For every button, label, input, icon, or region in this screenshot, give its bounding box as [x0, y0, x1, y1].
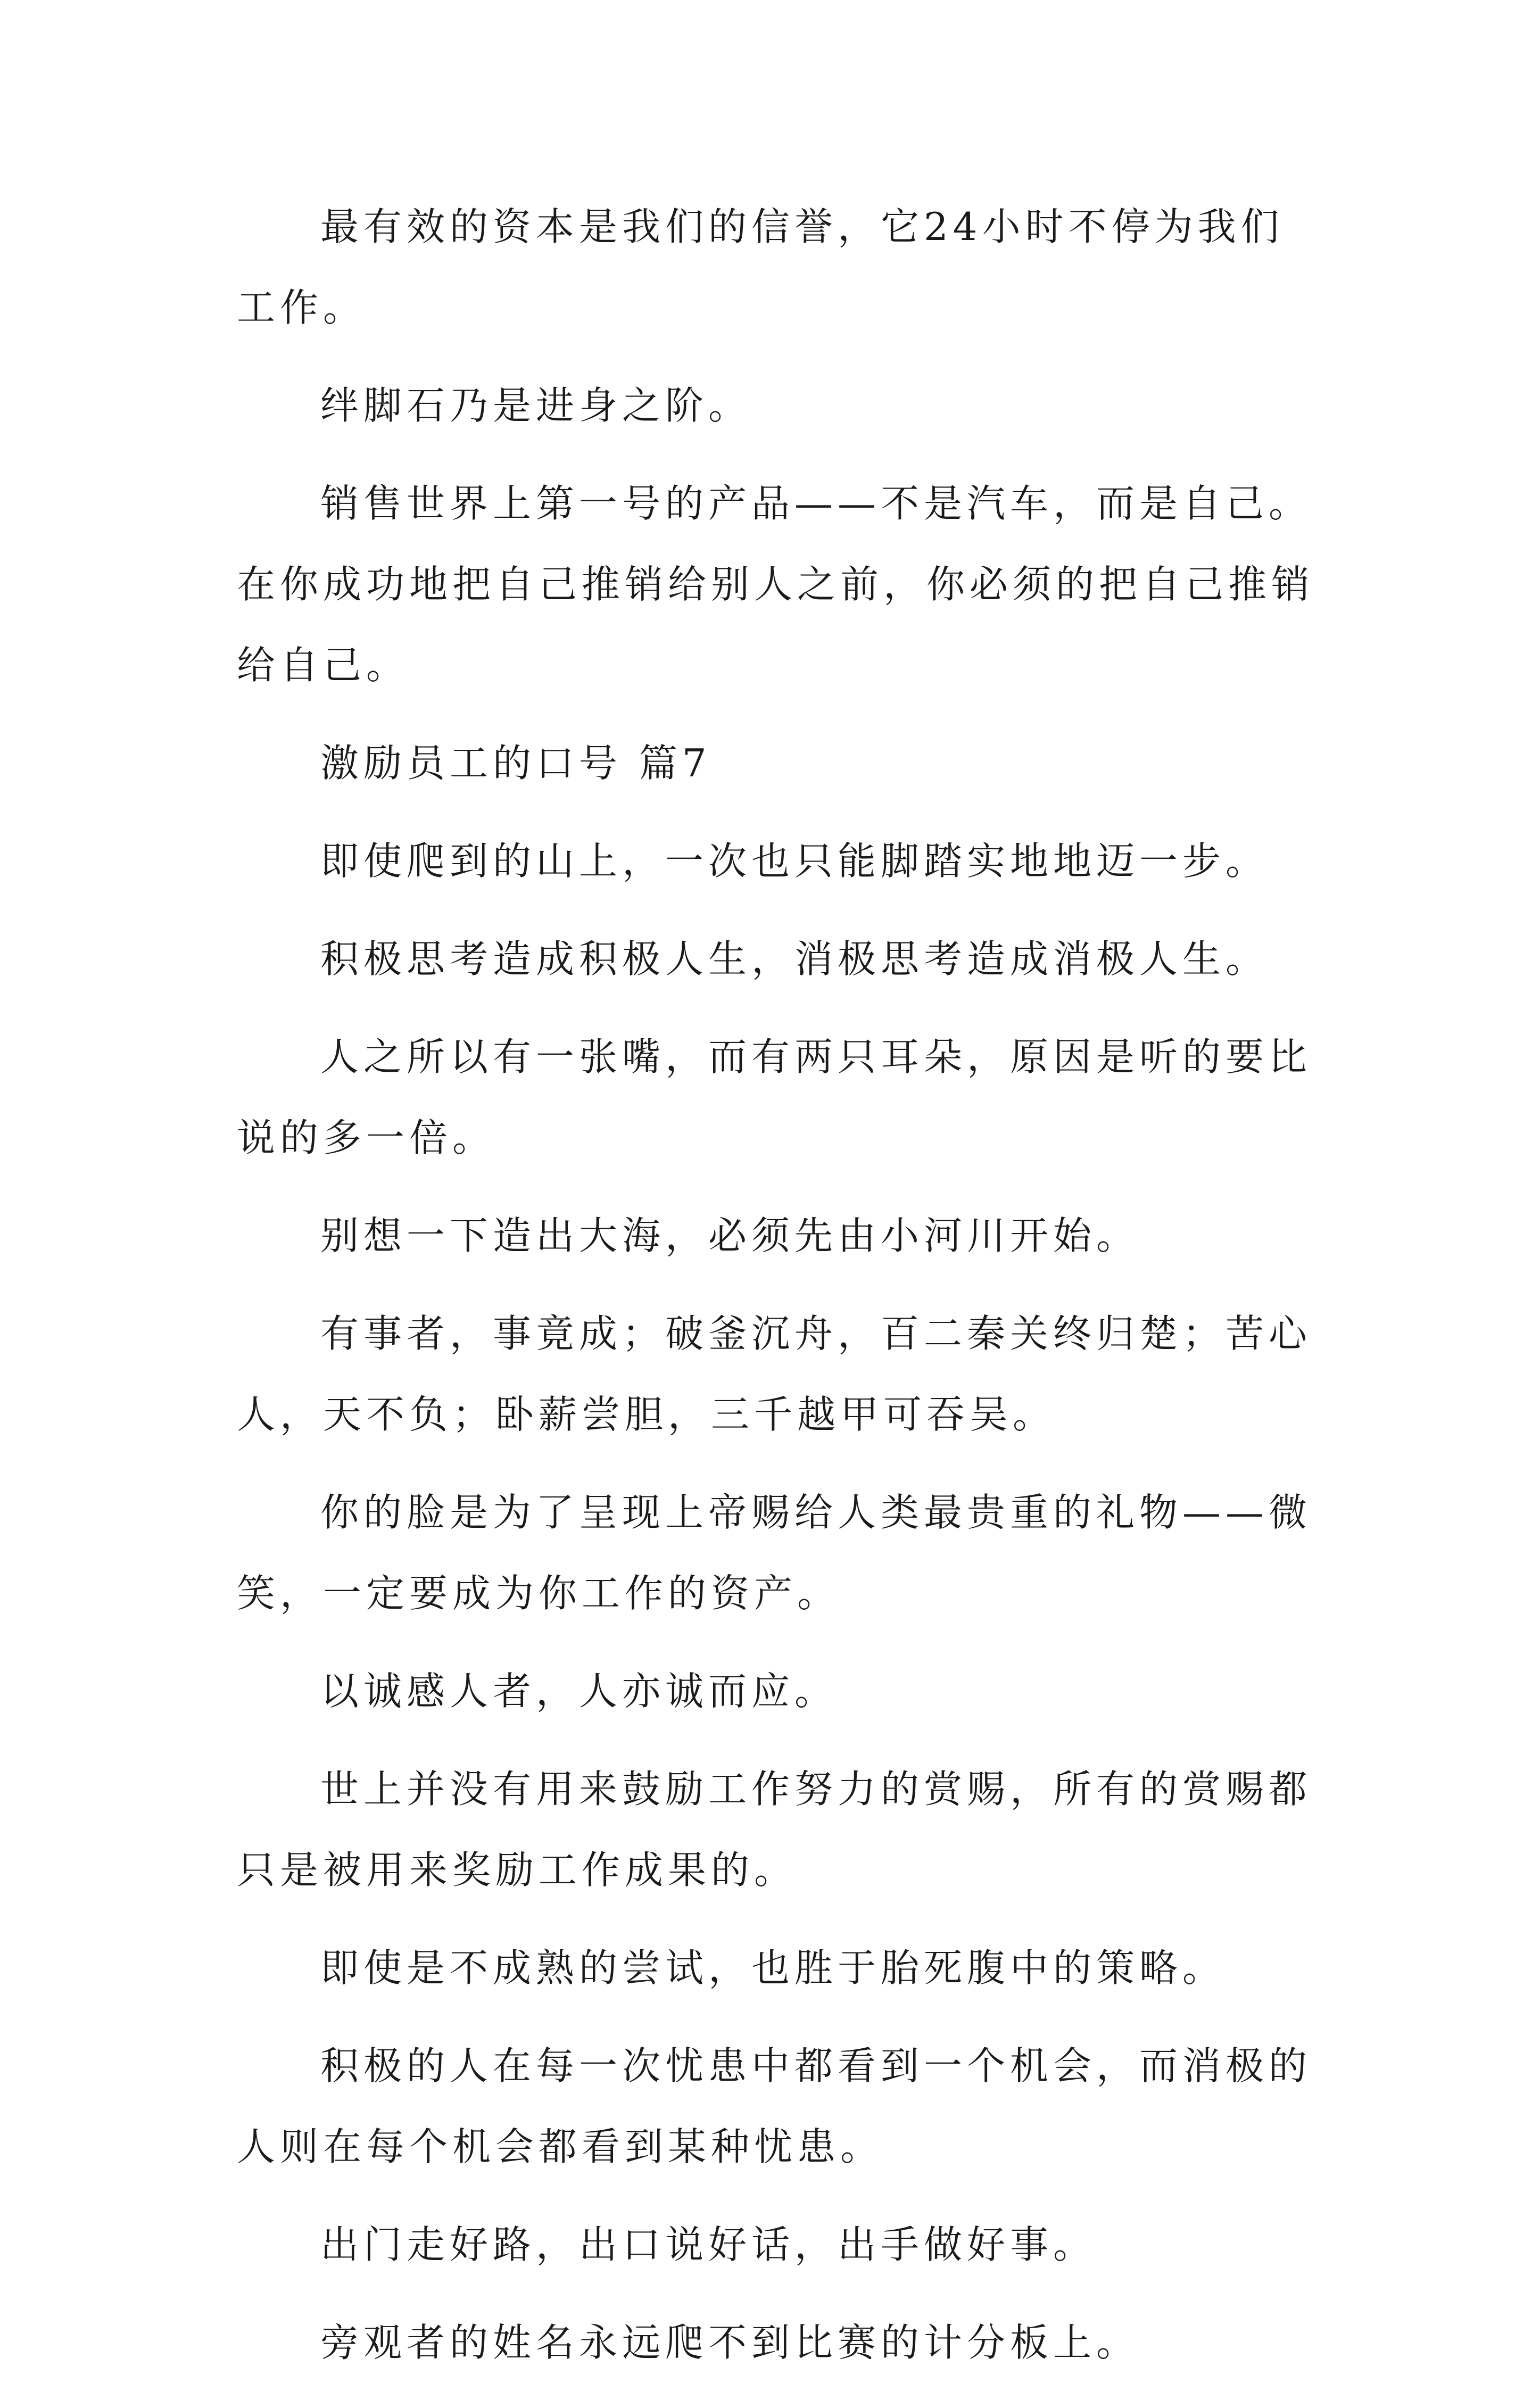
- paragraph: 积极思考造成积极人生，消极思考造成消极人生。: [320, 937, 1269, 981]
- document-page: [237, 186, 1317, 2400]
- paragraph: 别想一下造出大海，必须先由小河川开始。: [320, 1213, 1140, 1258]
- paragraph: 积极的人在每一次忧患中都看到一个机会，而消极的人则在每个机会都看到某种忧患。: [237, 2043, 1312, 2169]
- paragraph: 你的脸是为了呈现上帝赐给人类最贵重的礼物——微笑，一定要成为你工作的资产。: [237, 1490, 1312, 1616]
- paragraph: 出门走好路，出口说好话，出手做好事。: [320, 2222, 1097, 2267]
- paragraph: 销售世界上第一号的产品——不是汽车，而是自己。在你成功地把自己推销给别人之前，你必须的把自己推销给自己。: [237, 481, 1315, 688]
- paragraph: 即使是不成熟的尝试，也胜于胎死腹中的策略。: [320, 1946, 1226, 1990]
- paragraph: 有事者，事竟成；破釜沉舟，百二秦关终归楚；苦心人，天不负；卧薪尝胆，三千越甲可吞吴。: [237, 1311, 1312, 1437]
- section-heading: 激励员工的口号 篇7: [320, 741, 711, 785]
- paragraph: 以诚感人者，人亦诚而应。: [320, 1669, 838, 1714]
- paragraph: 最有效的资本是我们的信誉，它24小时不停为我们工作。: [237, 204, 1284, 330]
- paragraph: 绊脚石乃是进身之阶。: [320, 383, 752, 428]
- paragraph: 旁观者的姓名永远爬不到比赛的计分板上。: [320, 2320, 1140, 2365]
- paragraph: 人之所以有一张嘴，而有两只耳朵，原因是听的要比说的多一倍。: [237, 1035, 1312, 1160]
- paragraph: 即使爬到的山上，一次也只能脚踏实地地迈一步。: [320, 839, 1269, 883]
- paragraph: 世上并没有用来鼓励工作努力的赏赐，所有的赏赐都只是被用来奖励工作成果的。: [237, 1767, 1312, 1892]
